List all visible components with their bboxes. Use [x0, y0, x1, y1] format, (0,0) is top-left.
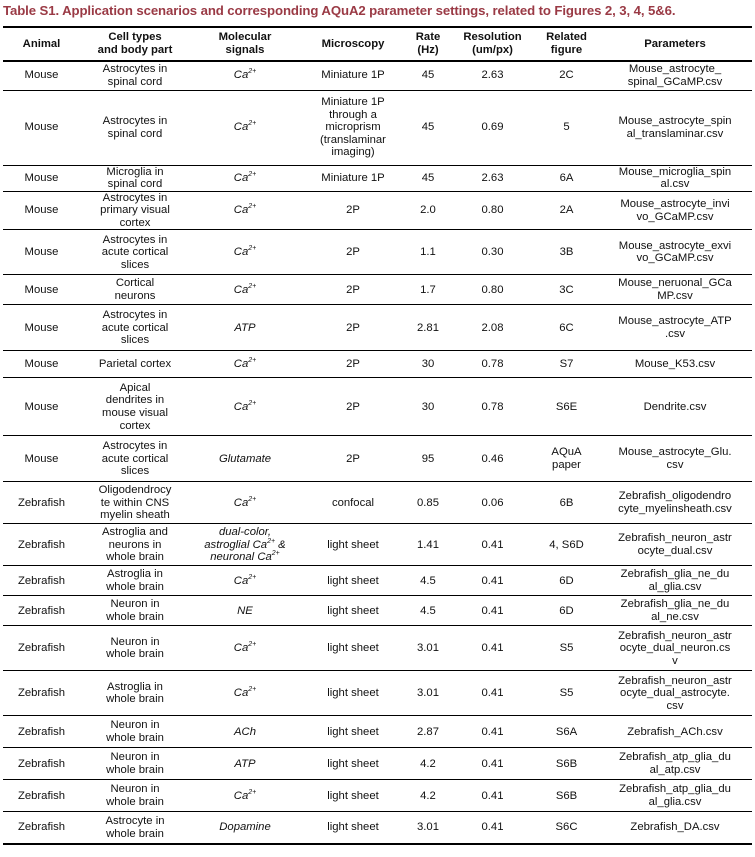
col-header-related-figure: Related figure — [535, 27, 598, 61]
cell-animal: Mouse — [3, 61, 80, 90]
table-row — [3, 230, 752, 275]
cell-parameters: Mouse_astrocyte_spin al_translaminar.csv — [598, 90, 752, 165]
cell-resolution: 0.41 — [450, 812, 535, 844]
cell-signal: $Ca^{2+}$ — [190, 230, 300, 275]
cell-cell-type: Astroglia in whole brain — [80, 566, 190, 596]
table-row — [3, 748, 752, 780]
cell-resolution: 0.41 — [450, 626, 535, 671]
cell-rate: 3.01 — [406, 626, 450, 671]
col-header-cell-types: Cell types and body part — [80, 27, 190, 61]
cell-signal: NE — [190, 596, 300, 626]
cell-resolution: 0.78 — [450, 351, 535, 378]
table-row — [3, 378, 752, 436]
cell-parameters: Mouse_astrocyte_exvi vo_GCaMP.csv — [598, 230, 752, 275]
table-row — [3, 566, 752, 596]
table-row — [3, 812, 752, 844]
cell-figure: 2A — [535, 191, 598, 230]
table-row — [3, 596, 752, 626]
cell-microscopy: 2P — [300, 230, 406, 275]
cell-microscopy: 2P — [300, 351, 406, 378]
table-row — [3, 524, 752, 566]
cell-parameters: Mouse_astrocyte_ATP .csv — [598, 305, 752, 351]
cell-microscopy: 2P — [300, 275, 406, 305]
cell-figure: S6E — [535, 378, 598, 436]
col-header-animal: Animal — [3, 27, 80, 61]
cell-cell-type: Cortical neurons — [80, 275, 190, 305]
cell-parameters: Dendrite.csv — [598, 378, 752, 436]
cell-cell-type: Neuron in whole brain — [80, 780, 190, 812]
cell-signal: $Ca^{2+}$ — [190, 61, 300, 90]
cell-microscopy: 2P — [300, 378, 406, 436]
cell-rate: 3.01 — [406, 812, 450, 844]
cell-microscopy: 2P — [300, 436, 406, 482]
cell-figure: S6C — [535, 812, 598, 844]
cell-cell-type: Neuron in whole brain — [80, 596, 190, 626]
cell-resolution: 0.41 — [450, 748, 535, 780]
cell-cell-type: Astrocytes in acute cortical slices — [80, 230, 190, 275]
cell-signal: $Ca^{2+}$ — [190, 626, 300, 671]
cell-figure: 2C — [535, 61, 598, 90]
cell-figure: 6B — [535, 482, 598, 524]
cell-parameters: Zebrafish_atp_glia_du al_glia.csv — [598, 780, 752, 812]
table-row — [3, 780, 752, 812]
cell-cell-type: Oligodendrocy te within CNS myelin sheath — [80, 482, 190, 524]
cell-signal: $Ca^{2+}$ — [190, 275, 300, 305]
cell-cell-type: Astrocytes in primary visual cortex — [80, 191, 190, 230]
cell-signal: $Ca^{2+}$ — [190, 378, 300, 436]
cell-rate: 4.2 — [406, 780, 450, 812]
cell-parameters: Zebrafish_atp_glia_du al_atp.csv — [598, 748, 752, 780]
table-row — [3, 165, 752, 191]
cell-parameters: Zebrafish_neuron_astr ocyte_dual.csv — [598, 524, 752, 566]
cell-signal: $Ca^{2+}$ — [190, 780, 300, 812]
cell-cell-type: Parietal cortex — [80, 351, 190, 378]
table-caption: Table S1. Application scenarios and corresponding AQuA2 parameter settings, related to Figures 2, 3, 4, 5&6. — [3, 3, 676, 18]
cell-parameters: Zebrafish_neuron_astr ocyte_dual_neuron.cs v — [598, 626, 752, 671]
table-row — [3, 90, 752, 165]
cell-parameters: Mouse_astrocyte_Glu. csv — [598, 436, 752, 482]
cell-animal: Zebrafish — [3, 812, 80, 844]
cell-resolution: 0.41 — [450, 780, 535, 812]
cell-microscopy: 2P — [300, 191, 406, 230]
cell-microscopy: light sheet — [300, 780, 406, 812]
table-row — [3, 351, 752, 378]
cell-figure: S5 — [535, 671, 598, 716]
cell-microscopy: light sheet — [300, 596, 406, 626]
cell-cell-type: Neuron in whole brain — [80, 748, 190, 780]
cell-cell-type: Astroglia in whole brain — [80, 671, 190, 716]
cell-resolution: 2.08 — [450, 305, 535, 351]
table-row — [3, 436, 752, 482]
cell-parameters: Zebrafish_oligodendro cyte_myelinsheath.csv — [598, 482, 752, 524]
cell-resolution: 0.80 — [450, 275, 535, 305]
table-row — [3, 275, 752, 305]
cell-figure: 3B — [535, 230, 598, 275]
cell-microscopy: Miniature 1P — [300, 61, 406, 90]
cell-signal: ACh — [190, 716, 300, 748]
cell-animal: Zebrafish — [3, 780, 80, 812]
cell-microscopy: Miniature 1P through a microprism (translaminar imaging) — [300, 90, 406, 165]
cell-figure: 6A — [535, 165, 598, 191]
cell-microscopy: confocal — [300, 482, 406, 524]
cell-microscopy: light sheet — [300, 748, 406, 780]
cell-rate: 45 — [406, 61, 450, 90]
table-row — [3, 716, 752, 748]
cell-rate: 2.0 — [406, 191, 450, 230]
cell-signal: ATP — [190, 305, 300, 351]
cell-parameters: Mouse_microglia_spin al.csv — [598, 165, 752, 191]
cell-microscopy: Miniature 1P — [300, 165, 406, 191]
cell-microscopy: light sheet — [300, 812, 406, 844]
cell-cell-type: Astroglia and neurons in whole brain — [80, 524, 190, 566]
cell-rate: 0.85 — [406, 482, 450, 524]
cell-resolution: 0.30 — [450, 230, 535, 275]
cell-rate: 1.7 — [406, 275, 450, 305]
cell-microscopy: light sheet — [300, 671, 406, 716]
cell-rate: 45 — [406, 165, 450, 191]
cell-figure: AQuA paper — [535, 436, 598, 482]
cell-cell-type: Neuron in whole brain — [80, 716, 190, 748]
cell-rate: 95 — [406, 436, 450, 482]
cell-animal: Mouse — [3, 436, 80, 482]
cell-rate: 30 — [406, 378, 450, 436]
col-header-resolution: Resolution (um/px) — [450, 27, 535, 61]
cell-microscopy: light sheet — [300, 566, 406, 596]
cell-rate: 4.5 — [406, 566, 450, 596]
cell-microscopy: light sheet — [300, 524, 406, 566]
cell-rate: 2.87 — [406, 716, 450, 748]
cell-rate: 4.5 — [406, 596, 450, 626]
cell-parameters: Zebrafish_glia_ne_du al_glia.csv — [598, 566, 752, 596]
cell-resolution: 0.41 — [450, 524, 535, 566]
cell-signal: $Ca^{2+}$ — [190, 566, 300, 596]
cell-figure: 6D — [535, 596, 598, 626]
cell-animal: Zebrafish — [3, 626, 80, 671]
cell-rate: 1.1 — [406, 230, 450, 275]
cell-signal: $Ca^{2+}$ — [190, 351, 300, 378]
cell-rate: 3.01 — [406, 671, 450, 716]
cell-parameters: Mouse_neruonal_GCa MP.csv — [598, 275, 752, 305]
cell-resolution: 0.69 — [450, 90, 535, 165]
cell-parameters: Mouse_astrocyte_ spinal_GCaMP.csv — [598, 61, 752, 90]
cell-animal: Zebrafish — [3, 524, 80, 566]
cell-rate: 1.41 — [406, 524, 450, 566]
cell-animal: Zebrafish — [3, 748, 80, 780]
cell-animal: Mouse — [3, 305, 80, 351]
table-row — [3, 626, 752, 671]
cell-cell-type: Astrocyte in whole brain — [80, 812, 190, 844]
cell-rate: 45 — [406, 90, 450, 165]
cell-rate: 2.81 — [406, 305, 450, 351]
cell-cell-type: Astrocytes in acute cortical slices — [80, 305, 190, 351]
cell-parameters: Zebrafish_glia_ne_du al_ne.csv — [598, 596, 752, 626]
cell-figure: S7 — [535, 351, 598, 378]
cell-signal: $Ca^{2+}$ — [190, 90, 300, 165]
cell-parameters: Zebrafish_neuron_astr ocyte_dual_astrocyte. csv — [598, 671, 752, 716]
col-header-microscopy: Microscopy — [300, 27, 406, 61]
cell-figure: 6C — [535, 305, 598, 351]
cell-resolution: 0.46 — [450, 436, 535, 482]
col-header-molecular-signals: Molecular signals — [190, 27, 300, 61]
parameter-table — [3, 26, 752, 845]
cell-figure: S6B — [535, 780, 598, 812]
cell-animal: Mouse — [3, 191, 80, 230]
table-row — [3, 61, 752, 90]
cell-parameters: Mouse_K53.csv — [598, 351, 752, 378]
cell-resolution: 2.63 — [450, 165, 535, 191]
cell-figure: S5 — [535, 626, 598, 671]
cell-rate: 30 — [406, 351, 450, 378]
cell-parameters: Mouse_astrocyte_invi vo_GCaMP.csv — [598, 191, 752, 230]
cell-parameters: Zebrafish_ACh.csv — [598, 716, 752, 748]
header-row — [3, 27, 752, 61]
cell-animal: Zebrafish — [3, 596, 80, 626]
table-row — [3, 671, 752, 716]
cell-figure: 3C — [535, 275, 598, 305]
cell-signal: $Ca^{2+}$ — [190, 191, 300, 230]
cell-signal: $Ca^{2+}$ — [190, 165, 300, 191]
cell-cell-type: Astrocytes in spinal cord — [80, 61, 190, 90]
cell-animal: Zebrafish — [3, 482, 80, 524]
cell-cell-type: Neuron in whole brain — [80, 626, 190, 671]
cell-animal: Mouse — [3, 90, 80, 165]
cell-figure: S6B — [535, 748, 598, 780]
cell-signal: Glutamate — [190, 436, 300, 482]
cell-resolution: 0.41 — [450, 716, 535, 748]
cell-animal: Zebrafish — [3, 566, 80, 596]
cell-animal: Zebrafish — [3, 716, 80, 748]
cell-rate: 4.2 — [406, 748, 450, 780]
cell-resolution: 0.06 — [450, 482, 535, 524]
cell-signal: $Ca^{2+}$ — [190, 482, 300, 524]
cell-cell-type: Microglia in spinal cord — [80, 165, 190, 191]
cell-resolution: 0.80 — [450, 191, 535, 230]
cell-cell-type: Astrocytes in spinal cord — [80, 90, 190, 165]
cell-signal: Dopamine — [190, 812, 300, 844]
cell-animal: Mouse — [3, 378, 80, 436]
cell-animal: Zebrafish — [3, 671, 80, 716]
cell-animal: Mouse — [3, 275, 80, 305]
cell-signal: dual-color, astroglial $Ca^{2+}$ & neuronal $Ca^{2+}$ — [190, 524, 300, 566]
cell-figure: 4, S6D — [535, 524, 598, 566]
cell-microscopy: 2P — [300, 305, 406, 351]
col-header-rate: Rate (Hz) — [406, 27, 450, 61]
cell-cell-type: Astrocytes in acute cortical slices — [80, 436, 190, 482]
table-row — [3, 482, 752, 524]
cell-animal: Mouse — [3, 165, 80, 191]
cell-figure: 5 — [535, 90, 598, 165]
cell-cell-type: Apical dendrites in mouse visual cortex — [80, 378, 190, 436]
col-header-parameters: Parameters — [598, 27, 752, 61]
cell-animal: Mouse — [3, 351, 80, 378]
table-row — [3, 305, 752, 351]
table-row — [3, 191, 752, 230]
cell-resolution: 0.41 — [450, 671, 535, 716]
cell-resolution: 0.78 — [450, 378, 535, 436]
cell-microscopy: light sheet — [300, 716, 406, 748]
cell-figure: 6D — [535, 566, 598, 596]
cell-signal: ATP — [190, 748, 300, 780]
cell-resolution: 0.41 — [450, 566, 535, 596]
cell-resolution: 2.63 — [450, 61, 535, 90]
cell-figure: S6A — [535, 716, 598, 748]
cell-parameters: Zebrafish_DA.csv — [598, 812, 752, 844]
cell-signal: $Ca^{2+}$ — [190, 671, 300, 716]
cell-animal: Mouse — [3, 230, 80, 275]
cell-resolution: 0.41 — [450, 596, 535, 626]
cell-microscopy: light sheet — [300, 626, 406, 671]
